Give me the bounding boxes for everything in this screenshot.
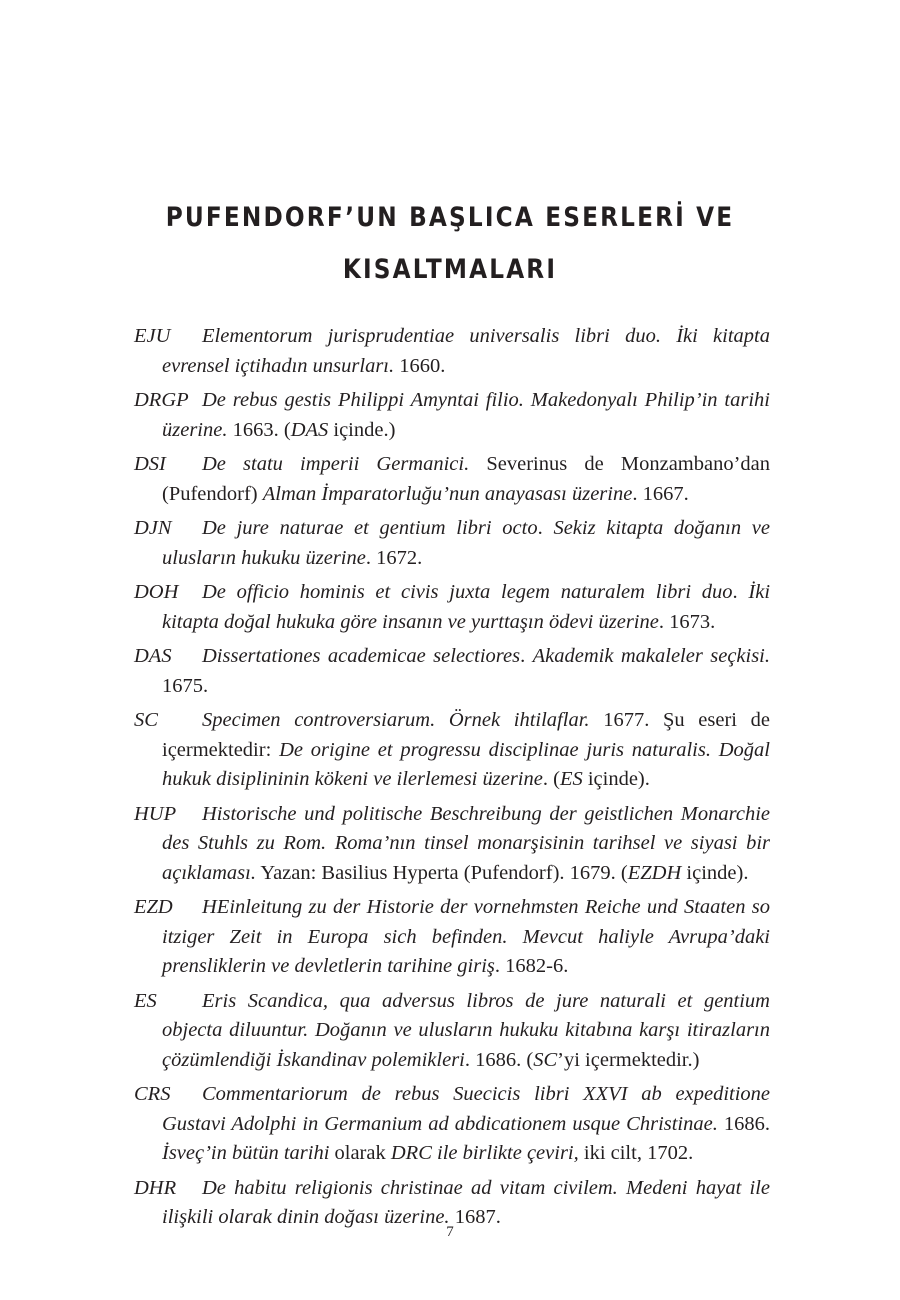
work-title-text: De statu imperii Germanici. bbox=[202, 453, 470, 475]
abbreviation-entry-hup bbox=[134, 800, 770, 889]
entry-detail-text: 1687. bbox=[449, 1206, 501, 1228]
entry-detail-text: . bbox=[537, 517, 554, 539]
abbreviation-entry-djn bbox=[134, 514, 770, 573]
entry-detail-text: ’yi içermektedir.) bbox=[557, 1048, 700, 1071]
entry-detail-text: 1677. Şu eseri de içermektedir: bbox=[162, 709, 770, 761]
entry-detail-text: iki cilt, 1702. bbox=[578, 1142, 694, 1164]
abbreviation-entry-drgp bbox=[134, 386, 770, 445]
page-number: 7 bbox=[446, 1224, 454, 1240]
work-title-text: ES bbox=[559, 768, 583, 790]
page-title-line-2: KISALTMALARI bbox=[342, 254, 558, 285]
abbreviation-code: DAS bbox=[134, 645, 172, 667]
work-title-text: Sekiz kitapta doğanın ve ulusların hukuku üzerine bbox=[162, 517, 770, 569]
abbreviation-entry-sc bbox=[134, 706, 770, 795]
entry-detail-text: . bbox=[520, 645, 533, 667]
work-title-text: De jure naturae et gentium libri octo bbox=[202, 517, 538, 539]
entry-detail-text: . 1673. bbox=[658, 610, 716, 633]
abbreviation-entry-das bbox=[134, 642, 770, 701]
work-title-text: Eris Scandica, qua adversus libros de jure naturali et gentium objecta diluuntur. Doğanın ve ulusların hukuku kitabına karşı itirazların çözümlendiği İskandinav polemikleri bbox=[162, 989, 770, 1071]
abbreviation-code: EZD bbox=[134, 896, 173, 918]
entry-detail-text: . ( bbox=[542, 768, 560, 790]
abbreviation-list bbox=[134, 322, 770, 1238]
abbreviation-entry-dsi bbox=[134, 450, 770, 509]
abbreviation-code: EJU bbox=[134, 325, 171, 347]
abbreviation-entry-eju bbox=[134, 322, 770, 381]
entry-detail-text: Yazan: Basilius Hyperta (Pufendorf). 1679. ( bbox=[255, 861, 628, 884]
entry-detail-text: . bbox=[732, 581, 749, 603]
abbreviation-code: ES bbox=[134, 989, 157, 1012]
abbreviation-code: SC bbox=[134, 709, 158, 731]
page-title bbox=[63, 192, 837, 296]
work-title-text: Specimen controversiarum. Örnek ihtilaflar. bbox=[202, 709, 590, 731]
work-title-text: DRC ile birlikte çeviri, bbox=[390, 1142, 579, 1164]
work-title-text: Historische und politische Beschreibung der geistlichen Monarchie des Stuhls zu Rom. Roma’nın tinsel monarşisinin tarihsel ve siyasi bir açıklaması. bbox=[162, 802, 770, 884]
work-title-text: EZDH bbox=[627, 861, 682, 884]
page-title-line-1: PUFENDORF’UN BAŞLICA ESERLERİ VE bbox=[165, 202, 735, 233]
entry-detail-text: . 1682-6. bbox=[494, 955, 569, 977]
work-title-text: Alman İmparatorluğu’nun anayasası üzerine bbox=[262, 482, 633, 505]
work-title-text: İsveç’in bütün tarihi bbox=[162, 1142, 330, 1164]
abbreviation-code: DOH bbox=[134, 581, 179, 603]
work-title-text: Commentariorum de rebus Suecicis libri XXVI ab expeditione Gustavi Adolphi in Germanium ad abdicationem usque Christinae. bbox=[162, 1083, 770, 1135]
work-title-text: De rebus gestis Philippi Amyntai filio. Makedonyalı Philip’in tarihi üzerine. bbox=[162, 389, 770, 441]
abbreviation-code: CRS bbox=[134, 1083, 171, 1105]
entry-detail-text: 1675. bbox=[162, 674, 209, 697]
work-title-text: HEinleitung zu der Historie der vornehmsten Reiche und Staaten so itziger Zeit in Europa sich befinden. Mevcut haliyle Avrupa’daki prensliklerin ve devletlerin tarihine giriş bbox=[162, 896, 770, 977]
work-title-text: Akademik makaleler seçkisi. bbox=[532, 645, 771, 667]
entry-detail-text: . 1672. bbox=[365, 546, 423, 569]
abbreviation-code: DRGP bbox=[134, 389, 189, 411]
entry-detail-text: içinde.) bbox=[328, 418, 396, 441]
work-title-text: DAS bbox=[290, 418, 329, 441]
work-title-text: De officio hominis et civis juxta legem naturalem libri duo bbox=[202, 581, 733, 603]
work-title-text: SC bbox=[533, 1048, 558, 1071]
entry-detail-text: içinde). bbox=[681, 861, 749, 884]
abbreviation-code: DHR bbox=[134, 1176, 177, 1199]
entry-detail-text: 1663. ( bbox=[227, 418, 291, 441]
work-title-text: De origine et progressu disciplinae juris naturalis. Doğal hukuk disiplininin kökeni ve ilerlemesi üzerine bbox=[162, 738, 770, 790]
entry-detail-text: 1686. bbox=[717, 1112, 770, 1135]
abbreviation-code: HUP bbox=[134, 802, 177, 825]
abbreviation-code: DSI bbox=[134, 453, 166, 475]
entry-detail-text: . 1686. ( bbox=[464, 1048, 534, 1071]
entry-detail-text: . 1667. bbox=[632, 482, 689, 505]
entry-detail-text: Severinus de Monzambano’dan (Pufendorf) bbox=[162, 453, 771, 505]
entry-detail-text: 1660. bbox=[394, 354, 446, 377]
abbreviation-entry-crs bbox=[134, 1080, 770, 1169]
abbreviation-code: DJN bbox=[134, 517, 172, 539]
abbreviation-entry-es bbox=[134, 987, 770, 1076]
abbreviation-entry-ezd bbox=[134, 893, 770, 982]
entry-detail-text: olarak bbox=[329, 1142, 391, 1164]
entry-detail-text: içinde). bbox=[582, 768, 650, 790]
work-title-text: İki kitapta doğal hukuka göre insanın ve yurttaşın ödevi üzerine bbox=[162, 581, 771, 633]
work-title-text: Dissertationes academicae selectiores bbox=[202, 645, 521, 667]
abbreviation-entry-doh bbox=[134, 578, 770, 637]
work-title-text: Elementorum jurisprudentiae universalis libri duo. İki kitapta evrensel içtihadın unsurları. bbox=[162, 325, 770, 377]
work-title-text: De habitu religionis christinae ad vitam civilem. Medeni hayat ile ilişkili olarak dinin doğası üzerine. bbox=[162, 1176, 770, 1228]
